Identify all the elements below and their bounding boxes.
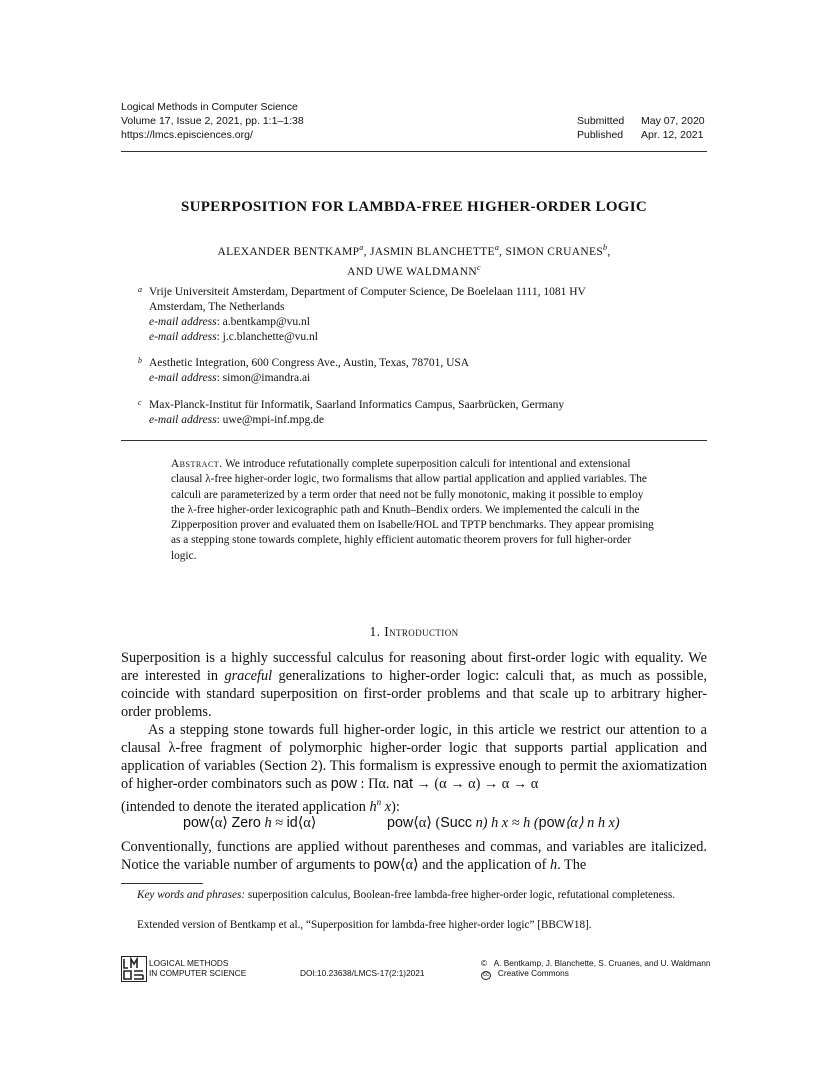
math-text: ⟨α⟩ [209,815,232,831]
email-label: e-mail address [149,331,217,343]
footnote-rule [121,883,203,884]
affiliation-mark: c [476,262,481,272]
footnote-text: Extended version of Bentkamp et al., “Superposition for lambda-free higher-order logic” [BBCW18]. [137,919,592,931]
section-heading [0,624,828,640]
section-title: Introduction [384,624,459,639]
affiliation-rule [121,440,707,441]
affiliation-mark: a [138,285,142,294]
journal-info [121,100,304,142]
email-label: e-mail address [149,316,217,328]
logo-text-line: LOGICAL METHODS [149,958,229,968]
keywords-text: superposition calculus, Boolean-free lambda-free higher-order logic, refutational completeness. [245,889,676,901]
emphasis-text: graceful [224,668,273,684]
submitted-date: May 07, 2020 [641,115,705,127]
math-text: ⟨α⟩ n h x) [564,815,620,831]
affiliation-address: Vrije Universiteit Amsterdam, Department of Computer Science, De Boelelaan 1111, 1081 HV [149,286,586,298]
logo-text [149,958,246,978]
author-list [0,240,828,280]
math-constant: Succ [440,815,473,831]
affiliation-address: Aesthetic Integration, 600 Congress Ave., Austin, Texas, 78701, USA [149,357,470,369]
math-constant: id [286,815,298,831]
author-name: AND UWE WALDMANN [347,265,477,278]
paper-title: SUPERPOSITION FOR LAMBDA-FREE HIGHER-ORDER LOGIC [180,199,648,215]
math-text: ⟨α⟩ [297,815,317,831]
dates [577,114,707,142]
abstract-text: We introduce refutationally complete superposition calculi for intentional and extensional clausal λ-free higher-order logic, two formalisms that allow partial application and applied variables. The calculi are parameterized by a term order that need not be fully monotonic, making it possible to employ the λ-free higher-order lexicographic path and Knuth–Bendix orders. We implemented the calculi in the Zipperposition prover and evaluated them on Isabelle/HOL and TPTP benchmarks. They appear promising as a stepping stone towards complete, highly efficient automatic theorem provers for full higher-order logic. [171,458,654,562]
paragraph-text: Conventionally, functions are applied without parentheses and commas, and variables are italicized. Notice the variable number of arguments to [121,839,707,873]
email-address[interactable]: : a.bentkamp@vu.nl [216,316,310,328]
affiliation-address: Max-Planck-Institut für Informatik, Saarland Informatics Campus, Saarbrücken, Germany [149,399,565,411]
math-text: → (α → α) → α → α [412,776,539,792]
doi[interactable]: DOI:10.23638/LMCS-17(2:1)2021 [300,968,425,978]
math-constant: pow [330,776,357,792]
math-constant: Zero [231,815,261,831]
lmcs-logo-icon [121,956,147,982]
journal-url[interactable]: https://lmcs.episciences.org/ [121,129,253,141]
paragraph-text: . The [557,857,587,873]
footnote-keywords [121,888,707,904]
email-label: e-mail address [149,372,217,384]
intro-paragraph-2 [121,721,707,816]
submitted-label: Submitted [577,115,625,127]
abstract-label: Abstract. [171,458,223,470]
affiliation-c [138,398,708,428]
affiliation-mark: a [359,243,364,252]
math-variable: h [369,798,377,815]
math-variable: x [381,798,392,815]
journal-name: Logical Methods in Computer Science [121,101,298,113]
math-superscript: n [376,797,382,807]
copyright-block [481,958,711,980]
license-label[interactable]: Creative Commons [497,968,569,978]
equation-1 [183,815,316,832]
intro-paragraph-1 [121,649,707,721]
paragraph-text: As a stepping stone towards full higher-order logic, in this article we restrict our attention to a clausal λ-free fragment of polymorphic higher-order logic that supports partial application and application of variables (Section 2). This formalism is expressive enough to permit the axiomatization of higher-order combinators such as [121,722,707,792]
email-address[interactable]: : j.c.blanchette@vu.nl [216,331,318,343]
creative-commons-icon: cc [483,972,489,978]
paragraph-text: Superposition is a highly successful calculus for reasoning about first-order logic with equality. We are interested in [121,650,707,684]
published-date: Apr. 12, 2021 [641,129,704,141]
email-address[interactable]: : simon@imandra.ai [216,372,311,384]
keywords-label: Key words and phrases: [137,889,246,901]
section-number: 1. [369,624,381,639]
affiliation-a [138,285,708,345]
intro-paragraph-3 [121,838,707,874]
paragraph-text: generalizations to higher-order logic: calculi that, as much as possible, coincide with standard superposition on first-order problems and that scale up to arbitrary higher-order problems. [121,668,707,720]
paragraph-text: ⟨α⟩ and the application of [399,857,550,873]
author-name: ALEXANDER BENTKAMP [217,245,360,258]
email-label: e-mail address [149,414,217,426]
affiliation-address: Amsterdam, The Netherlands [149,301,285,313]
author-name: , JASMIN BLANCHETTE [363,245,495,258]
math-text: : Πα. [356,776,394,792]
math-text: n) h x ≈ h ( [472,815,539,831]
math-constant: nat [393,776,413,792]
math-constant: pow [373,857,400,873]
footnote-extended [121,918,707,934]
author-name: , SIMON CRUANES [499,245,604,258]
email-address[interactable]: : uwe@mpi-inf.mpg.de [216,414,324,426]
math-constant: pow [538,815,565,831]
affiliation-mark: c [138,398,142,407]
paragraph-text: (intended to denote the iterated application [121,798,370,815]
header-rule [121,151,707,152]
affiliation-mark: b [138,356,142,365]
journal-volume: Volume 17, Issue 2, 2021, pp. 1:1–1:38 [121,115,304,127]
math-constant: pow [183,815,210,831]
affiliation-b [138,356,708,386]
abstract [171,457,659,564]
author-separator: , [607,245,611,258]
math-constant: pow [387,815,414,831]
paragraph-text: ): [391,798,400,815]
published-label: Published [577,129,624,141]
math-variable: h [549,857,558,873]
copyright-icon: © [481,958,488,968]
affiliation-mark: a [494,243,500,252]
logo-text-line: IN COMPUTER SCIENCE [149,968,247,978]
equation-2 [387,815,620,832]
math-text: h ≈ [260,815,287,831]
affiliation-mark: b [603,243,608,252]
copyright-holders: A. Bentkamp, J. Blanchette, S. Cruanes, and U. Waldmann [493,958,711,968]
math-text: ⟨α⟩ ( [413,815,441,831]
